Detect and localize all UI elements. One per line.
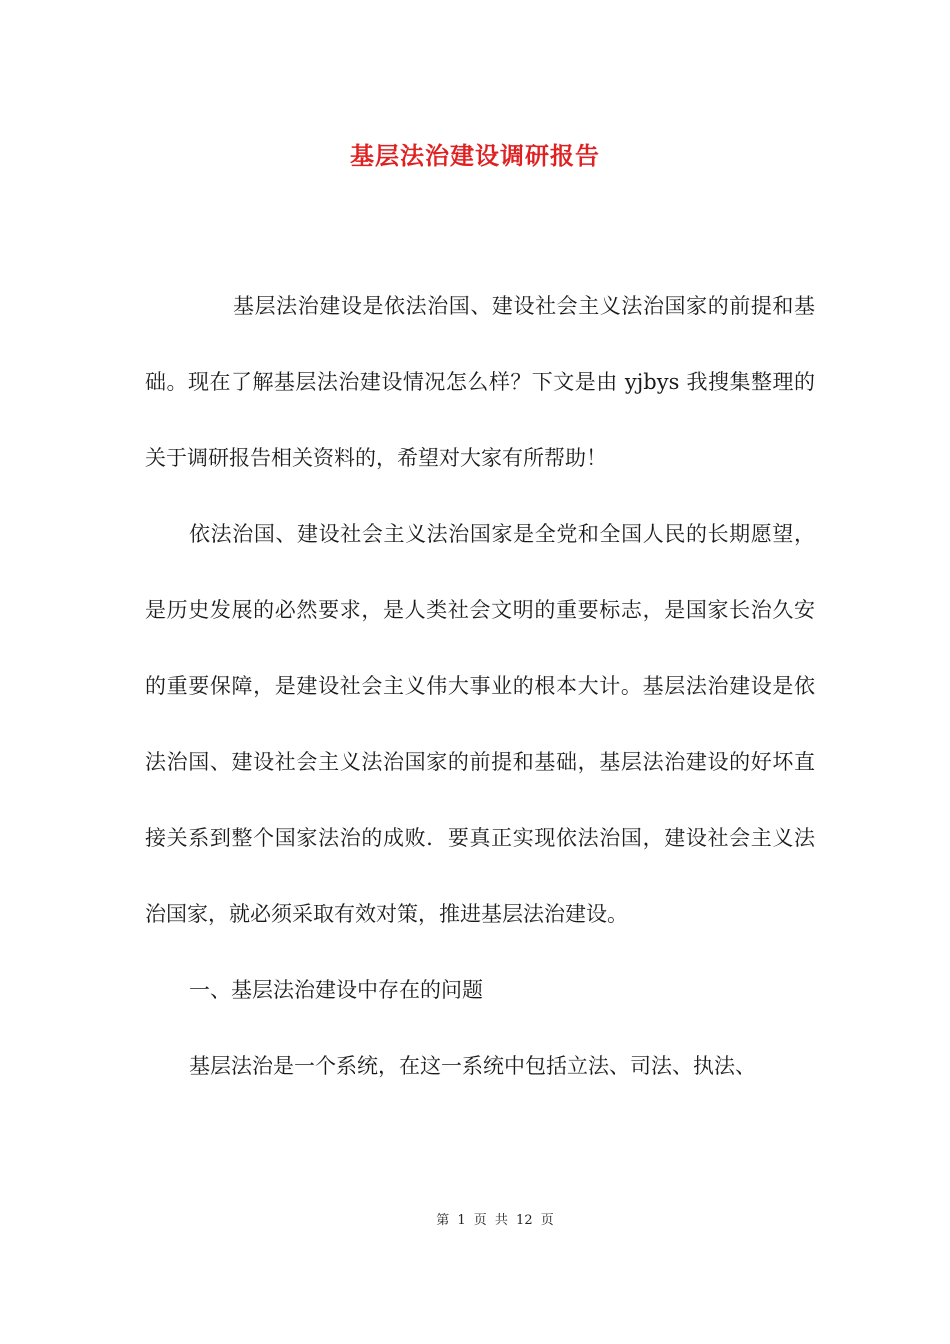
section-heading: 一、基层法治建设中存在的问题 [189,978,483,1002]
page-footer: 第 1 页 共 12 页 [436,1213,554,1228]
document-title: 基层法治建设调研报告 [350,141,600,170]
document-body [145,268,815,1104]
paragraph-section: 基层法治是一个系统，在这一系统中包括立法、司法、执法、 [189,1054,756,1078]
paragraph-main: 依法治国、建设社会主义法治国家是全党和全国人民的长期愿望，是历史发展的必然要求，是人类社会文明的重要标志，是国家长治久安的重要保障，是建设社会主义伟大事业的根本大计。基层法治建设是依法治国、建设社会主义法治国家的前提和基础，基层法治建设的好坏直接关系到整个国家法治的成败．要真正实现依法治国，建设社会主义法治国家，就必须采取有效对策，推进基层法治建设。 [145,522,815,926]
paragraph-intro: 基层法治建设是依法治国、建设社会主义法治国家的前提和基础。现在了解基层法治建设情况怎么样？下文是由 yjbys 我搜集整理的关于调研报告相关资料的，希望对大家有所帮助！ [145,294,815,470]
